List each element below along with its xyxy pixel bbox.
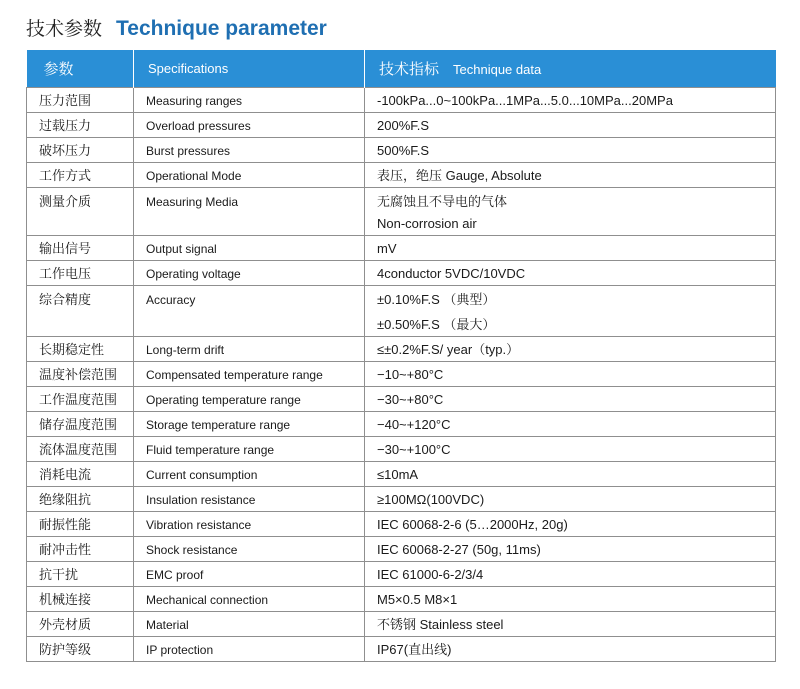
param-name-en: Operating voltage bbox=[134, 261, 365, 286]
param-name-en: Burst pressures bbox=[134, 138, 365, 163]
param-name-cn: 测量介质 bbox=[27, 188, 134, 236]
page-title bbox=[26, 14, 327, 44]
param-value bbox=[365, 88, 776, 113]
param-value-line: mV bbox=[377, 241, 397, 256]
table-row bbox=[27, 512, 776, 537]
table-row bbox=[27, 412, 776, 437]
param-value bbox=[365, 637, 776, 662]
param-value-line: 表压，绝压 Gauge, Absolute bbox=[377, 168, 542, 183]
table-row bbox=[27, 437, 776, 462]
param-name-cn: 工作电压 bbox=[27, 261, 134, 286]
table-row bbox=[27, 362, 776, 387]
param-value-line: IEC 61000-6-2/3/4 bbox=[377, 567, 484, 582]
param-name-en: Output signal bbox=[134, 236, 365, 261]
param-name-cn: 长期稳定性 bbox=[27, 337, 134, 362]
param-value-line: 无腐蚀且不导电的气体 bbox=[377, 194, 508, 209]
param-value bbox=[365, 512, 776, 537]
param-name-cn: 破坏压力 bbox=[27, 138, 134, 163]
param-value-line: 不锈钢 Stainless steel bbox=[377, 617, 504, 632]
param-name-cn: 流体温度范围 bbox=[27, 437, 134, 462]
table-row bbox=[27, 612, 776, 637]
param-value bbox=[365, 437, 776, 462]
param-name-cn: 压力范围 bbox=[27, 88, 134, 113]
param-value bbox=[365, 462, 776, 487]
param-name-cn: 工作方式 bbox=[27, 163, 134, 188]
param-name-cn: 耐振性能 bbox=[27, 512, 134, 537]
table-row bbox=[27, 163, 776, 188]
param-name-en: Shock resistance bbox=[134, 537, 365, 562]
param-name-en: Vibration resistance bbox=[134, 512, 365, 537]
table-row bbox=[27, 138, 776, 163]
param-value bbox=[365, 412, 776, 437]
param-name-cn: 外壳材质 bbox=[27, 612, 134, 637]
param-name-cn: 耐冲击性 bbox=[27, 537, 134, 562]
param-value bbox=[365, 537, 776, 562]
param-value-line: −40~+120°C bbox=[377, 417, 451, 432]
param-value bbox=[365, 562, 776, 587]
param-name-cn: 抗干扰 bbox=[27, 562, 134, 587]
param-value bbox=[365, 163, 776, 188]
param-value bbox=[365, 138, 776, 163]
col-header-param: 参数 bbox=[27, 50, 134, 88]
param-value-line: ±0.10%F.S （典型） bbox=[377, 292, 496, 307]
param-value-line: 500%F.S bbox=[377, 143, 430, 158]
param-name-en: Fluid temperature range bbox=[134, 437, 365, 462]
param-value-line: IP67(直出线) bbox=[377, 642, 452, 657]
table-row bbox=[27, 537, 776, 562]
param-value-line: IEC 60068-2-6 (5…2000Hz, 20g) bbox=[377, 517, 568, 532]
param-name-en: Overload pressures bbox=[134, 113, 365, 138]
param-name-cn: 输出信号 bbox=[27, 236, 134, 261]
param-name-en: Operating temperature range bbox=[134, 387, 365, 412]
page-title-cn: 技术参数 bbox=[26, 19, 103, 40]
param-name-cn: 机械连接 bbox=[27, 587, 134, 612]
param-value bbox=[365, 261, 776, 286]
table-row bbox=[27, 637, 776, 662]
param-name-cn: 储存温度范围 bbox=[27, 412, 134, 437]
param-value-line: ≥100MΩ(100VDC) bbox=[377, 492, 485, 507]
param-value-line: -100kPa...0~100kPa...1MPa...5.0...10MPa...20MPa bbox=[377, 93, 673, 108]
col-header-specifications: Specifications bbox=[134, 50, 365, 88]
param-name-cn: 绝缘阻抗 bbox=[27, 487, 134, 512]
table-row bbox=[27, 587, 776, 612]
param-value-line: ±0.50%F.S （最大） bbox=[377, 317, 496, 332]
param-value bbox=[365, 612, 776, 637]
param-value-line: −10~+80°C bbox=[377, 367, 444, 382]
table-row bbox=[27, 261, 776, 286]
param-name-en: Measuring ranges bbox=[134, 88, 365, 113]
table-row bbox=[27, 113, 776, 138]
table-row bbox=[27, 487, 776, 512]
param-value-line: ≤±0.2%F.S/ year（typ.） bbox=[377, 342, 520, 357]
param-name-en: Insulation resistance bbox=[134, 487, 365, 512]
table-row bbox=[27, 337, 776, 362]
param-value bbox=[365, 236, 776, 261]
param-name-cn: 综合精度 bbox=[27, 286, 134, 337]
param-value-line: M5×0.5 M8×1 bbox=[377, 592, 458, 607]
table-row bbox=[27, 188, 776, 236]
param-value bbox=[365, 286, 776, 337]
param-name-cn: 防护等级 bbox=[27, 637, 134, 662]
param-value bbox=[365, 587, 776, 612]
param-value bbox=[365, 113, 776, 138]
param-name-en: IP protection bbox=[134, 637, 365, 662]
param-value-line: Non-corrosion air bbox=[377, 216, 477, 231]
col-header-technique-data-en: Technique data bbox=[453, 62, 542, 77]
spec-table bbox=[26, 50, 776, 662]
table-row bbox=[27, 387, 776, 412]
param-name-en: Material bbox=[134, 612, 365, 637]
page-title-en: Technique parameter bbox=[116, 17, 327, 40]
param-name-cn: 工作温度范围 bbox=[27, 387, 134, 412]
param-name-en: Accuracy bbox=[134, 286, 365, 337]
param-name-en: Long-term drift bbox=[134, 337, 365, 362]
param-value bbox=[365, 188, 776, 236]
param-value bbox=[365, 387, 776, 412]
table-row bbox=[27, 286, 776, 337]
param-value-line: IEC 60068-2-27 (50g, 11ms) bbox=[377, 542, 541, 557]
param-value-line: −30~+80°C bbox=[377, 392, 444, 407]
col-header-technique-data-cn: 技术指标 bbox=[379, 61, 440, 78]
table-row bbox=[27, 236, 776, 261]
param-name-en: Mechanical connection bbox=[134, 587, 365, 612]
param-value-line: 200%F.S bbox=[377, 118, 430, 133]
param-value bbox=[365, 362, 776, 387]
table-row bbox=[27, 562, 776, 587]
param-name-en: Compensated temperature range bbox=[134, 362, 365, 387]
param-value-line: 4conductor 5VDC/10VDC bbox=[377, 266, 526, 281]
col-header-technique-data bbox=[365, 50, 776, 88]
param-value bbox=[365, 487, 776, 512]
param-value bbox=[365, 337, 776, 362]
table-row bbox=[27, 88, 776, 113]
param-value-line: ≤10mA bbox=[377, 467, 419, 482]
param-name-cn: 消耗电流 bbox=[27, 462, 134, 487]
param-value-line: −30~+100°C bbox=[377, 442, 451, 457]
param-name-en: Operational Mode bbox=[134, 163, 365, 188]
param-name-cn: 过载压力 bbox=[27, 113, 134, 138]
param-name-cn: 温度补偿范围 bbox=[27, 362, 134, 387]
table-row bbox=[27, 462, 776, 487]
param-name-en: EMC proof bbox=[134, 562, 365, 587]
param-name-en: Storage temperature range bbox=[134, 412, 365, 437]
table-header-row bbox=[27, 50, 776, 88]
param-name-en: Measuring Media bbox=[134, 188, 365, 236]
param-name-en: Current consumption bbox=[134, 462, 365, 487]
